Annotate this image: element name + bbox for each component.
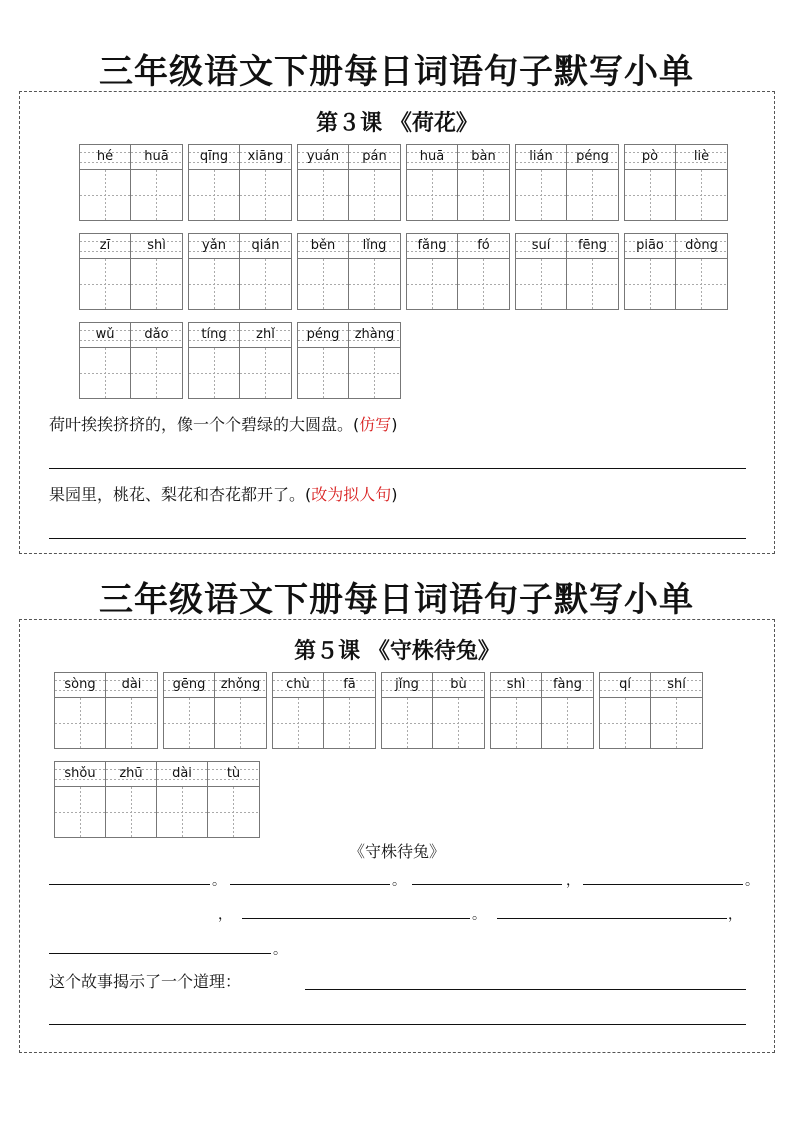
writing-square[interactable] xyxy=(433,698,484,748)
pinyin-label xyxy=(567,145,618,170)
pinyin-label xyxy=(676,234,727,259)
writing-square[interactable] xyxy=(189,170,239,220)
writing-square[interactable] xyxy=(131,348,182,398)
writing-square[interactable] xyxy=(651,698,702,748)
sentence-text: 荷叶挨挨挤挤的，像一个个碧绿的大圆盘。( xyxy=(49,415,360,434)
writing-square[interactable] xyxy=(157,787,207,837)
char-cell xyxy=(458,234,509,309)
sentence-imitate xyxy=(49,412,398,435)
word-grid xyxy=(163,672,267,749)
lesson-3-title: 第３课 《荷花》 xyxy=(316,111,478,136)
word-grid xyxy=(490,672,594,749)
poem-line-3[interactable] xyxy=(412,884,562,885)
pinyin-text: huā xyxy=(144,149,169,164)
poem-line-4[interactable] xyxy=(583,884,743,885)
writing-square[interactable] xyxy=(458,170,509,220)
moral-line-1[interactable] xyxy=(305,989,746,990)
punct: ， xyxy=(728,907,742,923)
char-cell xyxy=(382,673,433,748)
pinyin-label xyxy=(516,234,566,259)
answer-line-2[interactable] xyxy=(49,538,746,539)
pinyin-label xyxy=(189,234,239,259)
pinyin-label xyxy=(407,145,457,170)
char-cell xyxy=(131,323,182,398)
char-cell xyxy=(567,145,618,220)
writing-square[interactable] xyxy=(676,259,727,309)
pinyin-label xyxy=(458,145,509,170)
char-cell xyxy=(189,145,240,220)
writing-square[interactable] xyxy=(349,259,400,309)
word-grid xyxy=(297,233,401,310)
writing-square[interactable] xyxy=(491,698,541,748)
char-cell xyxy=(651,673,702,748)
char-cell xyxy=(407,234,458,309)
writing-square[interactable] xyxy=(516,170,566,220)
pinyin-label xyxy=(298,145,348,170)
word-grid xyxy=(188,233,292,310)
pinyin-label xyxy=(106,673,157,698)
pinyin-text: qīng xyxy=(199,149,229,164)
char-cell xyxy=(407,145,458,220)
moral-prompt: 这个故事揭示了一个道理： xyxy=(49,972,242,991)
pinyin-text: lǐng xyxy=(362,238,387,253)
close-paren: ) xyxy=(391,415,398,434)
poem-line-5[interactable] xyxy=(242,918,470,919)
char-cell xyxy=(516,145,567,220)
char-cell xyxy=(458,145,509,220)
pinyin-text: pán xyxy=(362,149,387,164)
pinyin-label xyxy=(516,145,566,170)
char-cell xyxy=(349,323,400,398)
pinyin-label xyxy=(273,673,323,698)
pinyin-text: xiāng xyxy=(247,149,284,164)
writing-square[interactable] xyxy=(55,698,105,748)
char-cell xyxy=(273,673,324,748)
pinyin-text: dòng xyxy=(685,238,718,253)
punct: ， xyxy=(566,873,580,889)
pinyin-label xyxy=(324,673,375,698)
char-cell xyxy=(55,673,106,748)
pinyin-text: hé xyxy=(96,149,114,164)
pinyin-label xyxy=(240,234,291,259)
punct: 。 xyxy=(472,907,486,923)
pinyin-label xyxy=(80,145,130,170)
pinyin-text: huā xyxy=(419,149,445,164)
char-cell xyxy=(516,234,567,309)
word-grid xyxy=(79,322,183,399)
word-grid xyxy=(79,233,183,310)
writing-square[interactable] xyxy=(80,170,130,220)
lesson-3-section xyxy=(19,91,775,554)
pinyin-text: shì xyxy=(147,238,166,253)
pinyin-label xyxy=(298,323,348,348)
pinyin-text: shǒu xyxy=(64,766,96,781)
pinyin-text: pò xyxy=(641,149,659,164)
char-cell xyxy=(298,234,349,309)
writing-square[interactable] xyxy=(189,259,239,309)
word-grid xyxy=(79,144,183,221)
writing-square[interactable] xyxy=(240,259,291,309)
pinyin-label xyxy=(433,673,484,698)
writing-square[interactable] xyxy=(164,698,214,748)
char-cell xyxy=(80,145,131,220)
worksheet-title-1: 三年级语文下册每日词语句子默写小单 xyxy=(99,52,694,92)
pinyin-text: gēng xyxy=(172,677,206,692)
punct: ， xyxy=(218,907,232,923)
pinyin-text: suí xyxy=(531,238,551,253)
writing-square[interactable] xyxy=(106,698,157,748)
word-grid xyxy=(54,672,158,749)
pinyin-text: zhǐ xyxy=(256,327,275,342)
char-cell xyxy=(676,234,727,309)
pinyin-label xyxy=(164,673,214,698)
pinyin-text: fēng xyxy=(577,238,608,253)
char-cell xyxy=(433,673,484,748)
word-grid xyxy=(515,144,619,221)
pinyin-text: tù xyxy=(226,766,241,781)
pinyin-text: péng xyxy=(576,149,609,164)
pinyin-text: sòng xyxy=(64,677,96,692)
word-grid xyxy=(297,322,401,399)
word-grid xyxy=(599,672,703,749)
writing-square[interactable] xyxy=(625,259,675,309)
char-cell xyxy=(324,673,375,748)
pinyin-text: dài xyxy=(172,766,192,781)
char-cell xyxy=(600,673,651,748)
word-grid xyxy=(381,672,485,749)
pinyin-text: shí xyxy=(667,677,686,692)
pinyin-label xyxy=(189,145,239,170)
char-cell xyxy=(491,673,542,748)
pinyin-text: lián xyxy=(529,149,553,164)
pinyin-label xyxy=(189,323,239,348)
writing-square[interactable] xyxy=(324,698,375,748)
char-cell xyxy=(567,234,618,309)
char-cell xyxy=(55,762,106,837)
pinyin-label xyxy=(676,145,727,170)
pinyin-text: shì xyxy=(506,677,526,692)
pinyin-text: fó xyxy=(477,238,490,253)
writing-square[interactable] xyxy=(407,170,457,220)
writing-square[interactable] xyxy=(131,259,182,309)
pinyin-label xyxy=(208,762,259,787)
poem-line-1[interactable] xyxy=(49,884,210,885)
pinyin-text: fàng xyxy=(552,677,583,692)
task-label: 改为拟人句 xyxy=(311,485,392,504)
sentence-text: 果园里，桃花、梨花和杏花都开了。( xyxy=(49,485,312,504)
writing-square[interactable] xyxy=(106,787,156,837)
punct: 。 xyxy=(745,873,759,889)
pinyin-label xyxy=(240,145,291,170)
writing-square[interactable] xyxy=(215,698,266,748)
pinyin-text: qián xyxy=(251,238,280,253)
char-cell xyxy=(157,762,208,837)
word-grid xyxy=(406,144,510,221)
moral-line-2[interactable] xyxy=(49,1024,746,1025)
pinyin-label xyxy=(240,323,291,348)
pinyin-text: qí xyxy=(619,677,631,692)
writing-square[interactable] xyxy=(80,259,130,309)
punct: 。 xyxy=(392,873,406,889)
writing-square[interactable] xyxy=(542,698,593,748)
pinyin-label xyxy=(80,323,130,348)
sentence-personify xyxy=(49,482,398,505)
writing-square[interactable] xyxy=(298,259,348,309)
word-grid xyxy=(406,233,510,310)
writing-square[interactable] xyxy=(382,698,432,748)
pinyin-label xyxy=(458,234,509,259)
poem-line-7[interactable] xyxy=(49,953,271,954)
pinyin-text: zhū xyxy=(119,766,143,781)
punct: 。 xyxy=(212,873,226,889)
pinyin-text: wǔ xyxy=(95,327,115,342)
char-cell xyxy=(106,762,157,837)
writing-square[interactable] xyxy=(240,348,291,398)
char-cell xyxy=(164,673,215,748)
worksheet-title-2: 三年级语文下册每日词语句子默写小单 xyxy=(99,580,694,620)
pinyin-text: dài xyxy=(121,677,142,692)
char-cell xyxy=(542,673,593,748)
writing-square[interactable] xyxy=(208,787,259,837)
writing-square[interactable] xyxy=(80,348,130,398)
char-cell xyxy=(131,145,182,220)
pinyin-label xyxy=(651,673,702,698)
writing-square[interactable] xyxy=(298,170,348,220)
writing-square[interactable] xyxy=(55,787,105,837)
pinyin-label xyxy=(349,145,400,170)
char-cell xyxy=(80,234,131,309)
pinyin-label xyxy=(55,673,105,698)
char-cell xyxy=(240,234,291,309)
char-cell xyxy=(215,673,266,748)
writing-square[interactable] xyxy=(131,170,182,220)
writing-square[interactable] xyxy=(600,698,650,748)
pinyin-label xyxy=(215,673,266,698)
pinyin-label xyxy=(625,234,675,259)
char-cell xyxy=(240,145,291,220)
writing-square[interactable] xyxy=(349,348,400,398)
pinyin-text: zī xyxy=(99,238,111,253)
char-cell xyxy=(208,762,259,837)
pinyin-text: jǐng xyxy=(395,677,419,692)
lesson-5-word-grids xyxy=(54,672,734,838)
char-cell xyxy=(676,145,727,220)
char-cell xyxy=(349,234,400,309)
writing-square[interactable] xyxy=(240,170,291,220)
char-cell xyxy=(298,145,349,220)
pinyin-text: bàn xyxy=(471,149,496,164)
writing-square[interactable] xyxy=(458,259,509,309)
writing-square[interactable] xyxy=(298,348,348,398)
pinyin-label xyxy=(157,762,207,787)
task-label: 仿写 xyxy=(359,415,392,434)
writing-square[interactable] xyxy=(567,259,618,309)
answer-line-1[interactable] xyxy=(49,468,746,469)
pinyin-label xyxy=(491,673,541,698)
writing-square[interactable] xyxy=(407,259,457,309)
word-grid xyxy=(624,233,728,310)
pinyin-text: zhàng xyxy=(354,327,395,342)
poem-line-2[interactable] xyxy=(230,884,390,885)
lesson-3-word-grids xyxy=(79,144,729,399)
pinyin-label xyxy=(600,673,650,698)
char-cell xyxy=(349,145,400,220)
char-cell xyxy=(240,323,291,398)
pinyin-text: fǎng xyxy=(417,238,447,253)
pinyin-text: liè xyxy=(693,149,710,164)
word-grid xyxy=(188,144,292,221)
char-cell xyxy=(298,323,349,398)
char-cell xyxy=(625,234,676,309)
pinyin-text: yǎn xyxy=(202,238,226,253)
pinyin-text: yuán xyxy=(306,149,340,164)
pinyin-label xyxy=(80,234,130,259)
pinyin-label xyxy=(349,323,400,348)
writing-square[interactable] xyxy=(567,170,618,220)
writing-square[interactable] xyxy=(189,348,239,398)
poem-title: 《守株待兔》 xyxy=(348,842,445,861)
pinyin-label xyxy=(131,145,182,170)
writing-square[interactable] xyxy=(625,170,675,220)
pinyin-label xyxy=(298,234,348,259)
word-grid xyxy=(188,322,292,399)
pinyin-text: chù xyxy=(286,677,310,692)
punct: 。 xyxy=(273,942,287,958)
pinyin-label xyxy=(567,234,618,259)
lesson-5-section xyxy=(19,619,775,1053)
pinyin-text: fā xyxy=(343,677,356,692)
close-paren: ) xyxy=(391,485,398,504)
pinyin-label xyxy=(131,234,182,259)
word-grid xyxy=(624,144,728,221)
pinyin-label xyxy=(407,234,457,259)
char-cell xyxy=(189,234,240,309)
char-cell xyxy=(189,323,240,398)
pinyin-text: tíng xyxy=(201,327,227,342)
pinyin-label xyxy=(55,762,105,787)
pinyin-text: běn xyxy=(310,238,336,253)
word-grid xyxy=(297,144,401,221)
pinyin-text: dǎo xyxy=(144,327,169,342)
char-cell xyxy=(625,145,676,220)
char-cell xyxy=(131,234,182,309)
word-grid xyxy=(272,672,376,749)
pinyin-label xyxy=(106,762,156,787)
pinyin-label xyxy=(131,323,182,348)
pinyin-label xyxy=(542,673,593,698)
pinyin-text: bù xyxy=(450,677,467,692)
pinyin-label xyxy=(382,673,432,698)
pinyin-label xyxy=(349,234,400,259)
char-cell xyxy=(106,673,157,748)
writing-square[interactable] xyxy=(349,170,400,220)
pinyin-label xyxy=(625,145,675,170)
pinyin-text: piāo xyxy=(636,238,664,253)
pinyin-text: zhǒng xyxy=(220,677,261,692)
char-cell xyxy=(80,323,131,398)
writing-square[interactable] xyxy=(516,259,566,309)
writing-square[interactable] xyxy=(676,170,727,220)
pinyin-text: péng xyxy=(306,327,340,342)
word-grid xyxy=(54,761,260,838)
lesson-5-title: 第５课 《守株待兔》 xyxy=(294,639,500,664)
word-grid xyxy=(515,233,619,310)
writing-square[interactable] xyxy=(273,698,323,748)
poem-line-6[interactable] xyxy=(497,918,727,919)
